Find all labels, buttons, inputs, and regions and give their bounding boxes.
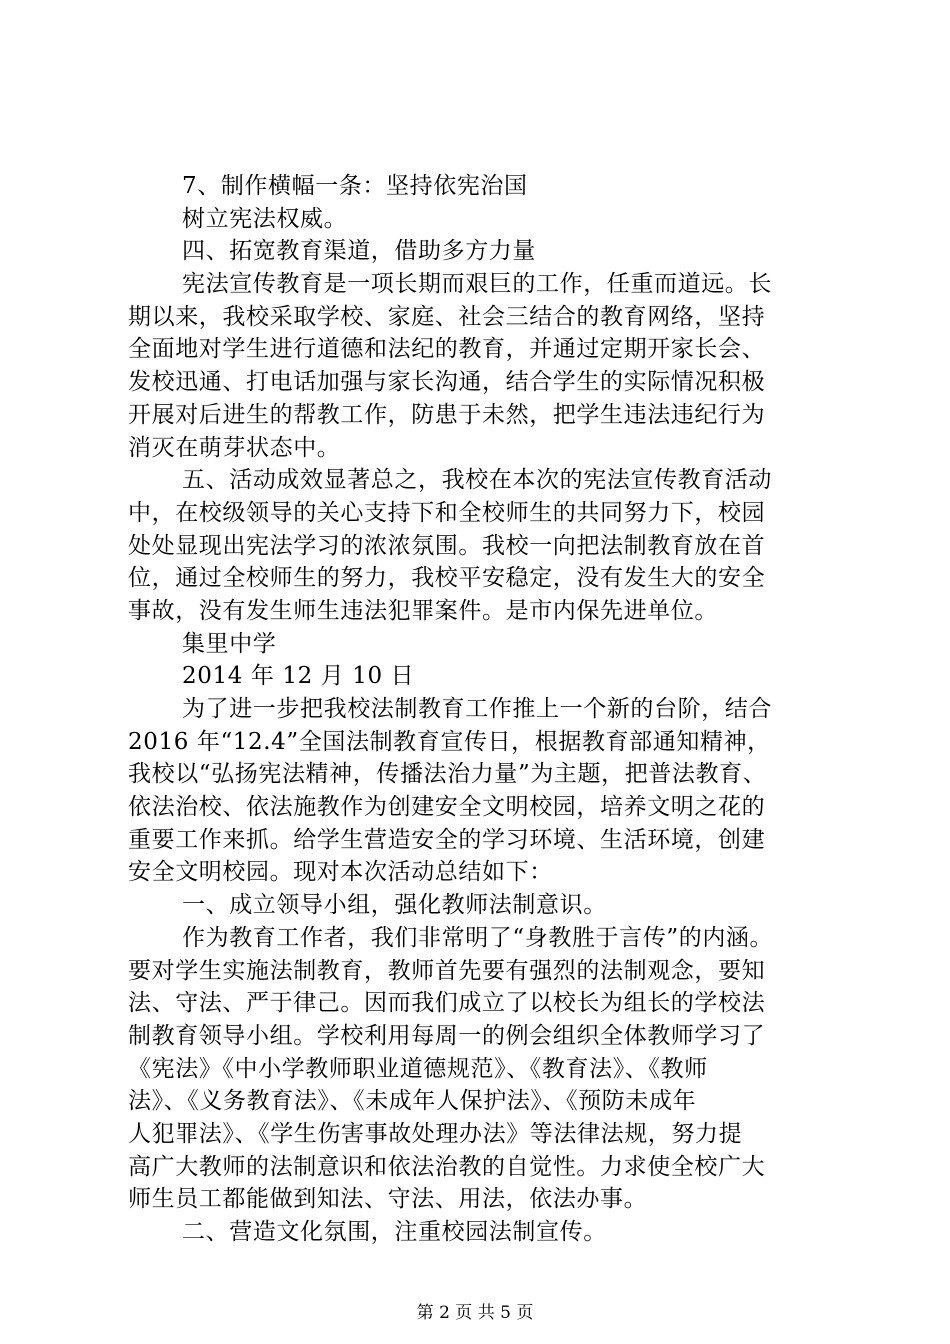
document-line: 高广大教师的法制意识和依法治教的自觉性。力求使全校广大 [128, 1153, 766, 1180]
page-number-footer: 第 2 页 共 5 页 [416, 1303, 534, 1323]
document-line: 开展对后进生的帮教工作，防患于未然，把学生违法违纪行为 [128, 401, 766, 428]
document-line: 人犯罪法》、《学生伤害事故处理办法》等法律法规，努力提 [128, 1120, 743, 1147]
document-line: 处处显现出宪法学习的浓浓氛围。我校一向把法制教育放在首 [128, 532, 766, 559]
document-line: 期以来，我校采取学校、家庭、社会三结合的教育网络，坚持 [128, 303, 766, 330]
document-line: 一、成立领导小组，强化教师法制意识。 [182, 892, 607, 919]
document-line: 消灭在萌芽状态中。 [128, 434, 341, 461]
document-line: 要对学生实施法制教育，教师首先要有强烈的法制观念，要知 [128, 957, 766, 984]
document-line: 依法治校、依法施教作为创建安全文明校园，培养文明之花的 [128, 794, 766, 821]
document-line: 中，在校级领导的关心支持下和全校师生的共同努力下，校园 [128, 499, 766, 526]
document-line: 作为教育工作者，我们非常明了“身教胜于言传”的内涵。 [182, 924, 774, 951]
document-line: 法》、《义务教育法》、《未成年人保护法》、《预防未成年 [128, 1088, 697, 1115]
document-line: 法、守法、严于律己。因而我们成立了以校长为组长的学校法 [128, 990, 766, 1017]
document-line: 全面地对学生进行道德和法纪的教育，并通过定期开家长会、 [128, 336, 766, 363]
document-line: 五、活动成效显著总之，我校在本次的宪法宣传教育活动 [182, 467, 772, 494]
document-body [128, 170, 832, 1249]
document-line: 二、营造文化氛围，注重校园法制宣传。 [182, 1219, 607, 1245]
document-line: 事故，没有发生师生违法犯罪案件。是市内保先进单位。 [128, 597, 718, 624]
document-line: 7、制作横幅一条：坚持依宪治国 [182, 173, 528, 199]
document-line: 《宪法》《中小学教师职业道德规范》、《教育法》、《教师 [128, 1055, 708, 1082]
document-line: 2016 年“12.4”全国法制教育宣传日，根据教育部通知精神， [128, 728, 771, 755]
document-line: 集里中学 [182, 630, 277, 657]
document-line: 四、拓宽教育渠道，借助多方力量 [182, 238, 536, 265]
document-line: 树立宪法权威。 [182, 205, 348, 232]
document-line: 位，通过全校师生的努力，我校平安稳定，没有发生大的安全 [128, 565, 766, 592]
document-line: 我校以“弘扬宪法精神，传播法治力量”为主题，把普法教育、 [128, 761, 767, 788]
document-line: 制教育领导小组。学校利用每周一的例会组织全体教师学习了 [128, 1022, 766, 1049]
document-line: 2014 年 12 月 10 日 [182, 663, 415, 690]
document-line: 宪法宣传教育是一项长期而艰巨的工作，任重而道远。长 [182, 271, 772, 298]
document-line: 师生员工都能做到知法、守法、用法，依法办事。 [128, 1186, 648, 1213]
document-line: 为了进一步把我校法制教育工作推上一个新的台阶，结合 [182, 696, 772, 722]
document-line: 安全文明校园。现对本次活动总结如下： [128, 859, 553, 886]
document-line: 发校迅通、打电话加强与家长沟通，结合学生的实际情况积极 [128, 369, 766, 396]
document-line: 重要工作来抓。给学生营造安全的学习环境、生活环境，创建 [128, 826, 766, 853]
